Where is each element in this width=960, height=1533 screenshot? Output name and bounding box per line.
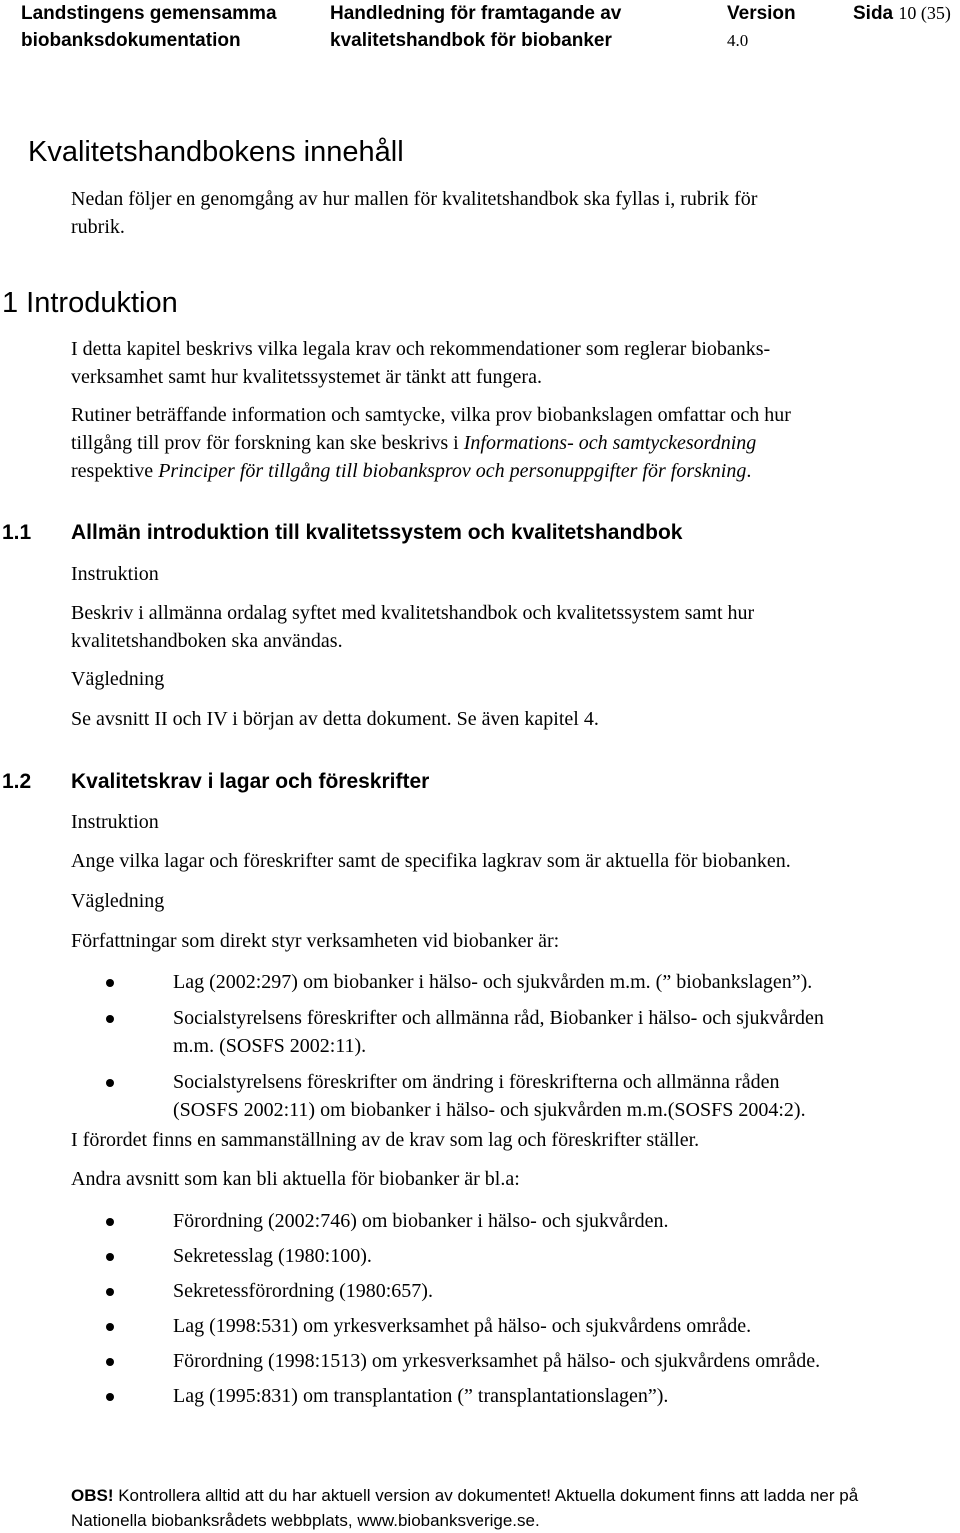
footer-line2: Nationella biobanksrådets webbplats, www.biobanksverige.se. [71, 1511, 540, 1530]
section-1-2-number: 1.2 [2, 770, 32, 793]
header-org-line1: Landstingens gemensamma [21, 3, 277, 24]
list-item-line: (SOSFS 2002:11) om biobanker i hälso- och sjukvården m.m.(SOSFS 2004:2). [173, 1099, 806, 1121]
header-org-line2: biobanksdokumentation [21, 30, 241, 51]
footer-line1-text: Kontrollera alltid att du har aktuell version av dokumentet! Aktuella dokument finns att ladda ner på [113, 1486, 859, 1505]
section-1-1-instr-line1: Beskriv i allmänna ordalag syftet med kvalitetshandbok och kvalitetssystem samt hur [71, 602, 755, 624]
list-item-line: m.m. (SOSFS 2002:11). [173, 1035, 367, 1057]
other-sections-text: Andra avsnitt som kan bli aktuella för biobanker är bl.a: [71, 1168, 520, 1190]
list-item-line: Socialstyrelsens föreskrifter och allmänna råd, Biobanker i hälso- och sjukvården [173, 1007, 824, 1029]
list-item [102, 968, 942, 996]
footer-obs-label: OBS! [71, 1486, 114, 1505]
intro-line1: Nedan följer en genomgång av hur mallen för kvalitetshandbok ska fyllas i, rubrik för [71, 188, 758, 210]
section-1-1-title: Allmän introduktion till kvalitetssystem och kvalitetshandbok [71, 521, 683, 544]
section-1-2-title: Kvalitetskrav i lagar och föreskrifter [71, 770, 430, 793]
page-title: Kvalitetshandbokens innehåll [28, 136, 404, 168]
section-1-p1-line2: verksamhet samt hur kvalitetssystemet är tänkt att fungera. [71, 366, 542, 388]
list-item [102, 1004, 942, 1060]
list-item: Lag (1995:831) om transplantation (” transplantationslagen”). [102, 1382, 942, 1410]
header-version-label: Version [727, 3, 796, 24]
section-1-p2-line1: Rutiner beträffande information och samtycke, vilka prov biobankslagen omfattar och hur [71, 404, 791, 426]
section-1-1-heading [2, 518, 682, 548]
section-1-p1-line1: I detta kapitel beskrivs vilka legala krav och rekommendationer som reglerar biobanks- [71, 338, 771, 360]
header-version-number: 4.0 [727, 31, 749, 50]
list-item: Sekretessförordning (1980:657). [102, 1277, 942, 1305]
section-1-2-guidance-label: Vägledning [71, 890, 165, 912]
list-item [102, 1068, 942, 1124]
section-1-p2-line3-text: respektive [71, 460, 159, 482]
header-page-number: 10 (35) [898, 3, 951, 23]
summary-text: I förordet finns en sammanställning av de krav som lag och föreskrifter ställer. [71, 1129, 700, 1151]
list-item: Sekretesslag (1980:100). [102, 1242, 942, 1270]
header-organization [21, 0, 277, 54]
section-1-1-guidance-label: Vägledning [71, 668, 165, 690]
header-version [727, 0, 796, 54]
section-1-p2-line2-italic: Informations- och samtyckesordning [463, 432, 757, 454]
header-title-line2: kvalitetshandbok för biobanker [330, 30, 612, 51]
list-item: Förordning (2002:746) om biobanker i hälso- och sjukvården. [102, 1207, 942, 1235]
other-regulations-list [102, 1207, 942, 1410]
regulations-list [102, 968, 942, 1124]
header-title-line1: Handledning för framtagande av [330, 3, 622, 24]
header-document-title [330, 0, 621, 54]
section-1-2-instruction-text: Ange vilka lagar och föreskrifter samt de specifika lagkrav som är aktuella för biobanken. [71, 850, 791, 872]
footer-notice [71, 1483, 951, 1533]
section-1-p2-line3-italic: Principer för tillgång till biobanksprov och personuppgifter för forskning [158, 460, 747, 482]
section-1-heading: 1 Introduktion [2, 287, 178, 319]
header-page [853, 0, 951, 27]
list-item-line: Lag (2002:297) om biobanker i hälso- och sjukvården m.m. (” biobankslagen”). [173, 971, 813, 993]
section-1-1-instr-line2: kvalitetshandboken ska användas. [71, 630, 343, 652]
section-1-paragraph-2 [71, 401, 956, 485]
section-1-p2-line3-end: . [746, 460, 752, 482]
section-1-1-instruction-label: Instruktion [71, 563, 159, 585]
section-1-2-guidance-text: Författningar som direkt styr verksamheten vid biobanker är: [71, 930, 560, 952]
intro-paragraph [71, 185, 951, 241]
footer-line1 [71, 1483, 951, 1508]
section-1-1-number: 1.1 [2, 521, 32, 544]
section-1-p2-line2 [71, 429, 956, 457]
list-item: Förordning (1998:1513) om yrkesverksamhet på hälso- och sjukvårdens område. [102, 1347, 942, 1375]
list-item: Lag (1998:531) om yrkesverksamhet på hälso- och sjukvårdens område. [102, 1312, 942, 1340]
section-1-1-guidance-text: Se avsnitt II och IV i början av detta dokument. Se även kapitel 4. [71, 708, 599, 730]
intro-line2: rubrik. [71, 216, 125, 238]
section-1-2-instruction-label: Instruktion [71, 811, 159, 833]
section-1-p2-line3 [71, 457, 956, 485]
section-1-p2-line2-text: tillgång till prov för forskning kan ske beskrivs i [71, 432, 464, 454]
section-1-2-heading [2, 767, 429, 797]
section-1-paragraph-1 [71, 335, 951, 391]
list-item-line: Socialstyrelsens föreskrifter om ändring i föreskrifterna och allmänna råden [173, 1071, 780, 1093]
header-page-label: Sida [853, 3, 894, 24]
section-1-1-instruction-text [71, 599, 951, 655]
